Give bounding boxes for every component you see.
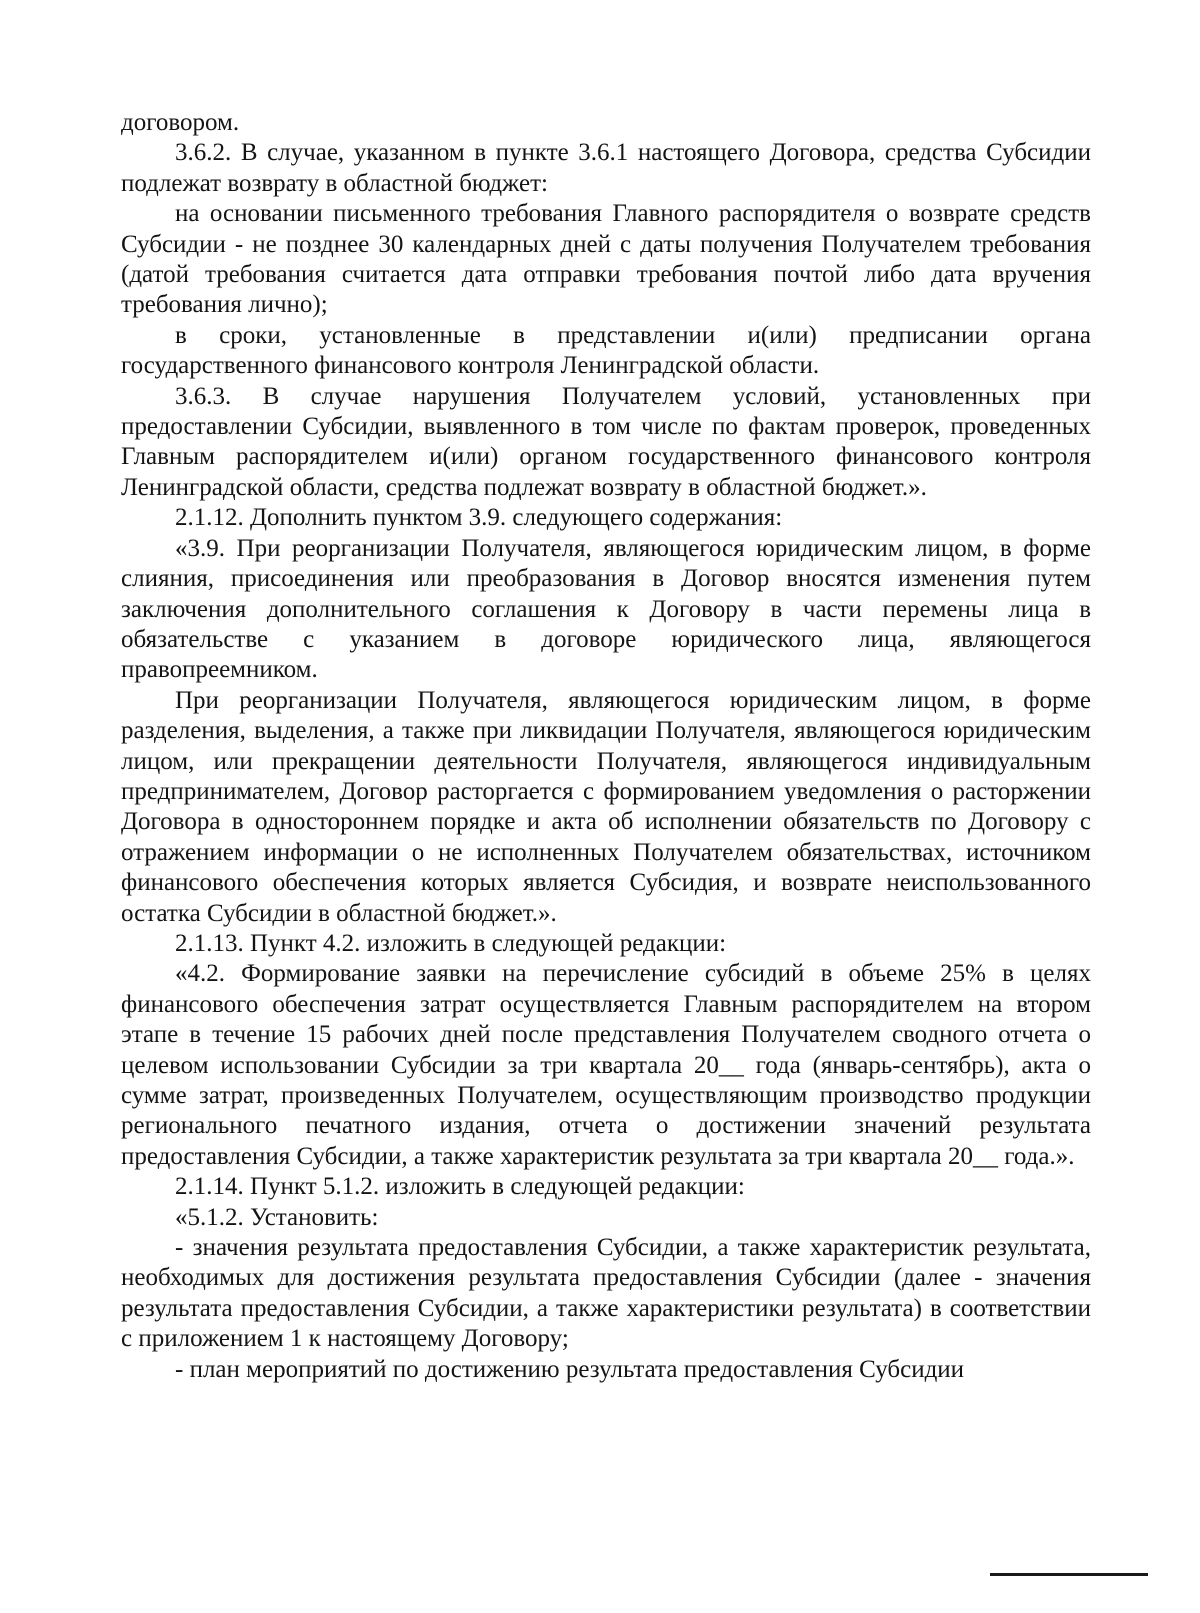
- paragraph-4-2: «4.2. Формирование заявки на перечисление субсидий в объеме 25% в целях финансового обеспечения затрат осуществляется Главным распорядителем на втором этапе в течение 15 рабочих дней после представления Получателем сводного отчета о целевом использовании Субсидии за три квартала 20__ года (январь-сентябрь), акта о сумме затрат, произведенных Получателем, осуществляющим производство продукции регионального печатного издания, отчета о достижении значений результата предоставления Субсидии, а также характеристик результата за три квартала 20__ года.».: [121, 960, 1091, 1170]
- paragraph-2-1-14: 2.1.14. Пункт 5.1.2. изложить в следующей редакции:: [175, 1173, 745, 1201]
- paragraph-continuation: договором.: [121, 109, 240, 136]
- document-body: [121, 108, 1091, 1385]
- paragraph-reorganization: При реорганизации Получателя, являющегося юридическим лицом, в форме разделения, выделения, а также при ликвидации Получателя, являющегося юридическим лицом, или прекращении деятельности Получателя, являющегося индивидуальным предпринимателем, Договор расторгается с формированием уведомления о расторжении Договора в одностороннем порядке и акта об исполнении обязательств по Договору с отражением информации о не исполненных Получателем обязательствах, источником финансового обеспечения которых является Субсидия, и возврате неиспользованного остатка Субсидии в областной бюджет.».: [121, 686, 1091, 927]
- paragraph-3-6-3: 3.6.3. В случае нарушения Получателем условий, установленных при предоставлении Субсидии, выявленного в том числе по фактам проверок, проведенных Главным распорядителем и(или) органом государственного финансового контроля Ленинградской области, средства подлежат возврату в областной бюджет.».: [121, 382, 1091, 501]
- paragraph-result-values: - значения результата предоставления Субсидии, а также характеристик результата, необходимых для достижения результата предоставления Субсидии (далее - значения результата предоставления Субсидии, а также характеристики результата) в соответствии с приложением 1 к настоящему Договору;: [121, 1234, 1091, 1353]
- paragraph-written-demand: на основании письменного требования Главного распорядителя о возврате средств Субсидии - не позднее 30 календарных дней с даты получения Получателем требования (датой требования считается дата отправки требования почтой либо дата вручения требования лично);: [121, 200, 1091, 319]
- paragraph-5-1-2: «5.1.2. Установить:: [175, 1203, 379, 1231]
- paragraph-3-6-2: 3.6.2. В случае, указанном в пункте 3.6.1 настоящего Договора, средства Субсидии подлежат возврату в областной бюджет:: [121, 139, 1091, 197]
- paragraph-control-terms: в сроки, установленные в представлении и(или) предписании органа государственного финансового контроля Ленинградской области.: [121, 321, 1091, 380]
- paragraph-action-plan: - план мероприятий по достижению результата предоставления Субсидии: [175, 1355, 965, 1383]
- paragraph-2-1-13: 2.1.13. Пункт 4.2. изложить в следующей редакции:: [175, 929, 727, 957]
- page-end-rule: [990, 1573, 1148, 1576]
- paragraph-3-9: «3.9. При реорганизации Получателя, являющегося юридическим лицом, в форме слияния, присоединения или преобразования в Договор вносятся изменения путем заключения дополнительного соглашения к Договору в части перемены лица в обязательстве с указанием в договоре юридического лица, являющегося правопреемником.: [121, 534, 1091, 684]
- paragraph-2-1-12: 2.1.12. Дополнить пунктом 3.9. следующего содержания:: [175, 504, 783, 532]
